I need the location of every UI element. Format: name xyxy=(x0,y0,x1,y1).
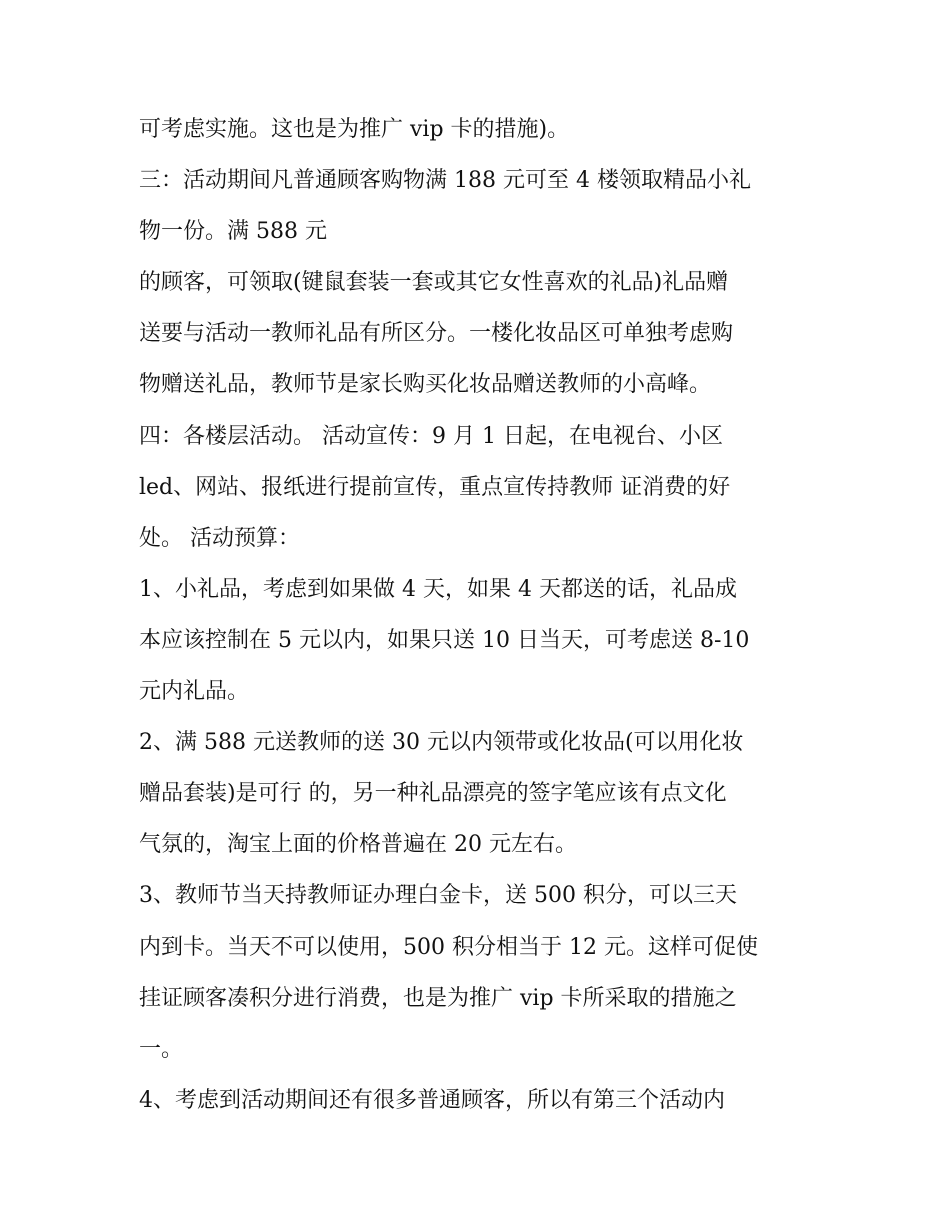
text-line: 物一份。满 588 元 xyxy=(139,219,327,245)
text-line: 挂证顾客凑积分进行消费，也是为推广 vip 卡所采取的措施之 xyxy=(139,985,737,1011)
text-line: 处。 活动预算： xyxy=(139,525,300,551)
text-line: 气氛的，淘宝上面的价格普遍在 20 元左右。 xyxy=(139,832,577,858)
text-line: 一。 xyxy=(139,1036,184,1062)
text-line: 物赠送礼品，教师节是家长购买化妆品赠送教师的小高峰。 xyxy=(139,372,712,398)
text-line: 送要与活动一教师礼品有所区分。一楼化妆品区可单独考虑购 xyxy=(139,321,734,347)
text-line: 2、满 588 元送教师的送 30 元以内领带或化妆品(可以用化妆 xyxy=(139,730,744,756)
text-line: 可考虑实施。这也是为推广 vip 卡的措施)。 xyxy=(139,117,570,142)
text-line: 的顾客，可领取(键鼠套装一套或其它女性喜欢的礼品)礼品赠 xyxy=(139,270,729,296)
text-line: 元内礼品。 xyxy=(139,679,250,705)
text-line: led、网站、报纸进行提前宣传，重点宣传持教师 证消费的好 xyxy=(139,474,731,500)
text-line: 本应该控制在 5 元以内，如果只送 10 日当天，可考虑送 8-10 xyxy=(139,627,750,653)
text-line: 内到卡。当天不可以使用，500 积分相当于 12 元。这样可促使 xyxy=(139,934,758,960)
text-line: 4、考虑到活动期间还有很多普通顾客，所以有第三个活动内 xyxy=(139,1087,725,1113)
text-line: 三：活动期间凡普通顾客购物满 188 元可至 4 楼领取精品小礼 xyxy=(139,168,751,194)
text-line: 3、教师节当天持教师证办理白金卡，送 500 积分，可以三天 xyxy=(139,883,737,909)
text-line: 1、小礼品，考虑到如果做 4 天，如果 4 天都送的话，礼品成 xyxy=(139,576,737,602)
text-line: 赠品套装)是可行 的，另一种礼品漂亮的签字笔应该有点文化 xyxy=(139,781,727,807)
document-body xyxy=(139,110,819,1132)
text-line: 四：各楼层活动。 活动宣传：9 月 1 日起，在电视台、小区 xyxy=(139,423,723,449)
